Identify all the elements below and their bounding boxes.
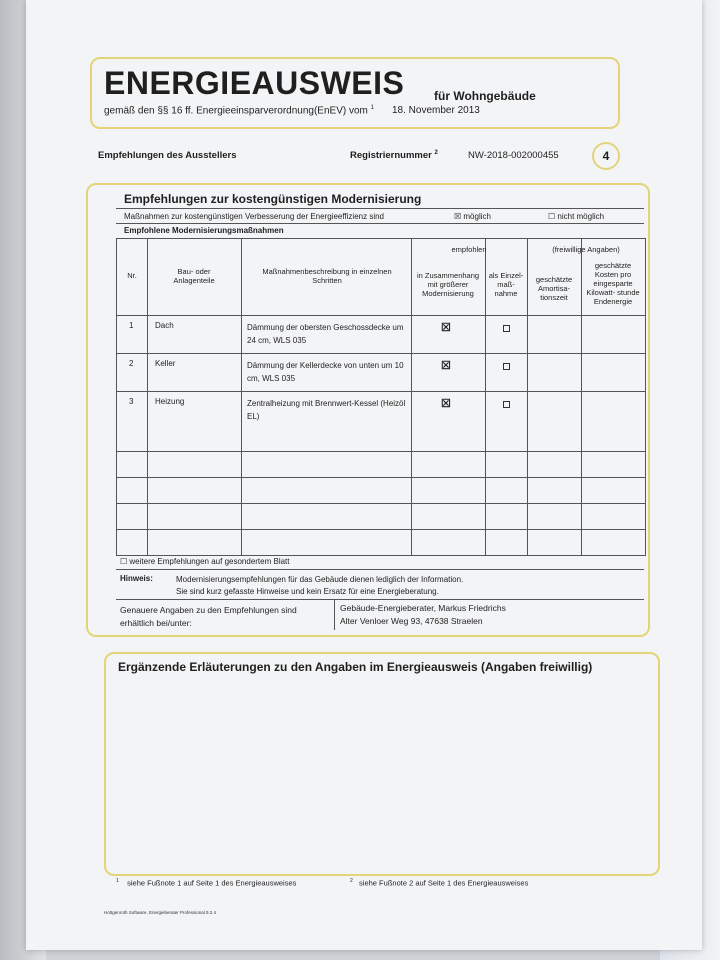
software-credit: Hottgenroth Software, Energieberater Professional 9.2.4 bbox=[104, 910, 217, 915]
document-subtitle: für Wohngebäude bbox=[434, 89, 536, 103]
row-1-combined-check: ☒ bbox=[441, 322, 451, 334]
row-1-description: Dämmung der obersten Geschossdecke um 24 cm, WLS 035 bbox=[247, 323, 404, 345]
row-divider bbox=[117, 391, 645, 392]
row-2-nr: 2 bbox=[129, 359, 134, 368]
option-not-possible: ☐ nicht möglich bbox=[548, 212, 605, 221]
additional-notes-title: Ergänzende Erläuterungen zu den Angaben im Energieausweis (Angaben freiwillig) bbox=[118, 660, 593, 674]
divider bbox=[116, 208, 644, 209]
legal-basis-text: gemäß den §§ 16 ff. Energieeinsparverordnung(EnEV) vom bbox=[104, 105, 368, 117]
row-2-description: Dämmung der Kellerdecke von unten um 10 cm, WLS 035 bbox=[247, 361, 404, 383]
header-costs: geschätzte Kosten pro eingesparte Kilowatt- stunde Endenergie bbox=[586, 261, 640, 306]
footnote-2-marker: 2 bbox=[350, 878, 353, 884]
section-title: Empfehlungen zur kostengünstigen Modernisierung bbox=[124, 192, 422, 206]
footnote-ref-2: 2 bbox=[434, 150, 438, 156]
contact-label bbox=[120, 604, 297, 630]
header-payback: geschätzte Amortisa- tionszeit bbox=[535, 275, 573, 302]
registration-label-text: Registriernummer bbox=[350, 150, 432, 162]
header-nr: Nr. bbox=[127, 271, 137, 280]
note-label: Hinweis: bbox=[120, 574, 153, 583]
header-combined: in Zusammenhang mit größerer Modernisierung bbox=[416, 271, 480, 298]
row-3-part: Heizung bbox=[155, 397, 185, 406]
measures-table bbox=[116, 238, 646, 556]
footnote-2-text: siehe Fußnote 2 auf Seite 1 des Energieausweises bbox=[359, 878, 529, 888]
additional-notes-frame bbox=[104, 652, 660, 876]
row-divider bbox=[117, 477, 645, 478]
header-optional: (freiwillige Angaben) bbox=[552, 245, 620, 254]
row-divider bbox=[117, 529, 645, 530]
column-divider bbox=[411, 239, 412, 555]
recommendations-label: Empfehlungen des Ausstellers bbox=[98, 150, 237, 161]
divider bbox=[116, 569, 644, 570]
registration-number: NW-2018-002000455 bbox=[468, 150, 559, 161]
row-1-single-checkbox[interactable] bbox=[503, 325, 510, 332]
row-3-single-checkbox[interactable] bbox=[503, 401, 510, 408]
column-divider bbox=[241, 239, 242, 555]
column-divider bbox=[147, 239, 148, 555]
option-possible: ☒ möglich bbox=[454, 212, 491, 221]
divider bbox=[116, 599, 644, 600]
row-divider bbox=[117, 315, 645, 316]
row-3-nr: 3 bbox=[129, 397, 134, 406]
column-divider bbox=[527, 239, 528, 555]
row-3-description: Zentralheizung mit Brennwert-Kessel (Heizöl EL) bbox=[247, 399, 406, 421]
footnote-1-text: siehe Fußnote 1 auf Seite 1 des Energieausweises bbox=[127, 878, 297, 888]
legal-basis bbox=[104, 105, 374, 116]
row-3-combined-check: ☒ bbox=[441, 398, 451, 410]
contact-name: Gebäude-Energieberater, Markus Friedrichs bbox=[340, 603, 506, 613]
row-2-part: Keller bbox=[155, 359, 176, 368]
contact-label-line-2: erhältlich bei/unter: bbox=[120, 618, 192, 628]
header-recommended: empfohlen bbox=[451, 245, 487, 254]
measures-subtitle: Empfohlene Modernisierungsmaßnahmen bbox=[124, 226, 284, 235]
note-line-2: Sie sind kurz gefasste Hinweise und kein Ersatz für eine Energieberatung. bbox=[176, 587, 439, 596]
regulation-date: 18. November 2013 bbox=[392, 105, 480, 116]
row-1-nr: 1 bbox=[129, 321, 134, 330]
contact-label-line-1: Genauere Angaben zu den Empfehlungen sind bbox=[120, 605, 297, 615]
contact-info bbox=[340, 602, 506, 628]
note-text bbox=[176, 574, 463, 598]
header-part: Bau- oder Anlagenteile bbox=[173, 267, 215, 285]
further-recommendations: ☐ weitere Empfehlungen auf gesondertem Blatt bbox=[120, 557, 290, 566]
header-description: Maßnahmenbeschreibung in einzelnen Schritten bbox=[262, 267, 392, 285]
header-frame bbox=[90, 57, 620, 129]
row-divider bbox=[117, 503, 645, 504]
footnote-1-marker: 1 bbox=[116, 878, 119, 884]
row-2-single-checkbox[interactable] bbox=[503, 363, 510, 370]
header-single: als Einzel- maß- nahme bbox=[488, 271, 524, 298]
measures-text: Maßnahmen zur kostengünstigen Verbesserung der Energieeffizienz sind bbox=[124, 212, 385, 221]
row-divider bbox=[117, 353, 645, 354]
column-divider bbox=[581, 239, 582, 555]
divider bbox=[116, 223, 644, 224]
row-divider bbox=[117, 451, 645, 452]
note-line-1: Modernisierungsempfehlungen für das Gebäude dienen lediglich der Information. bbox=[176, 575, 464, 584]
meta-row bbox=[98, 148, 678, 168]
document-title: ENERGIEAUSWEIS bbox=[104, 65, 405, 101]
footnote-2 bbox=[350, 878, 528, 888]
contact-address: Alter Venloer Weg 93, 47638 Straelen bbox=[340, 616, 483, 626]
row-1-part: Dach bbox=[155, 321, 174, 330]
column-divider bbox=[485, 239, 486, 555]
row-2-combined-check: ☒ bbox=[441, 360, 451, 372]
registration-label bbox=[350, 150, 438, 161]
footnote-ref-1: 1 bbox=[370, 105, 374, 111]
contact-divider bbox=[334, 600, 335, 630]
footnote-1 bbox=[116, 878, 296, 888]
page-number-badge: 4 bbox=[592, 142, 620, 170]
